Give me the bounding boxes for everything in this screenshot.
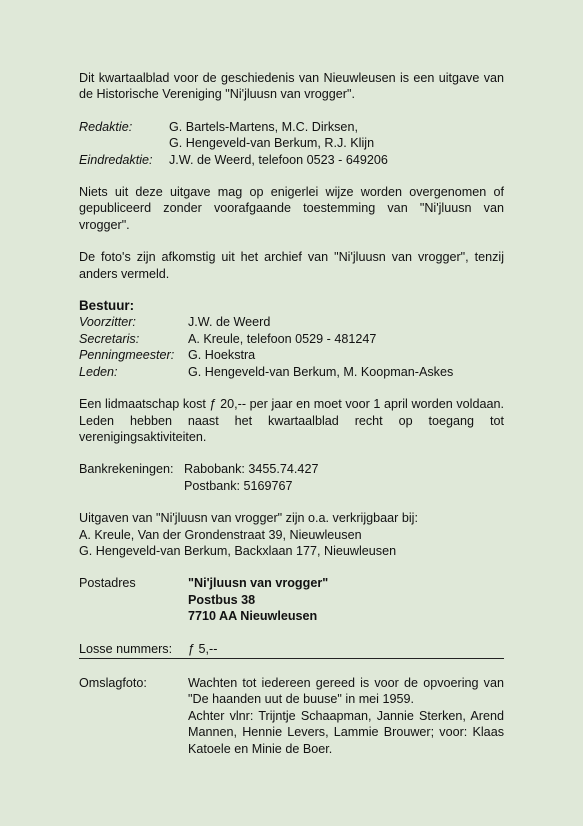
postadres-row [79,575,504,591]
bank-line1: Rabobank: 3455.74.427 [184,462,319,477]
uitgaven-line3: G. Hengeveld-van Berkum, Backxlaan 177, Nieuwleusen [79,543,397,558]
bestuur-row [79,364,504,380]
losse-nummers-label: Losse nummers: [79,641,173,656]
omslagfoto-text: Wachten tot iedereen gereed is voor de opvoering van "De haanden uut de buuse" in mei 1959. [188,675,504,707]
eindredactie-row [79,152,504,168]
uitgaven-line2: A. Kreule, Van der Grondenstraat 39, Nieuwleusen [79,527,362,542]
postadres-line3: 7710 AA Nieuwleusen [188,609,318,624]
eindredactie-value: J.W. de Weerd, telefoon 0523 - 649206 [169,152,388,167]
postadres-line1: "Ni'jluusn van vrogger" [188,576,329,591]
bank-line2: Postbank: 5169767 [184,478,293,493]
redactie-line2: G. Hengeveld-van Berkum, R.J. Klijn [169,136,375,151]
bestuur-label: Voorzitter: [79,315,136,330]
redactie-line1: G. Bartels-Martens, M.C. Dirksen, [169,119,358,134]
bestuur-row [79,347,504,363]
bank-row-2 [79,478,504,494]
uitgaven-line1: Uitgaven van "Ni'jluusn van vrogger" zijn o.a. verkrijgbaar bij: [79,511,418,526]
redactie-row [79,119,504,135]
postadres-label: Postadres [79,576,136,591]
postadres-row-2 [79,592,504,608]
bestuur-label: Secretaris: [79,331,140,346]
bestuur-value: G. Hengeveld-van Berkum, M. Koopman-Askes [188,364,454,379]
postadres-row-3 [79,608,504,624]
eindredactie-label: Eindredaktie: [79,152,153,167]
bestuur-value: J.W. de Weerd [188,315,271,330]
lidmaatschap-text: Een lidmaatschap kost ƒ 20,-- per jaar en moet voor 1 april worden voldaan. Leden hebben naast het kwartaalblad recht op toegang tot verenigingsaktiviteiten. [79,397,504,444]
bestuur-value: A. Kreule, telefoon 0529 - 481247 [188,331,377,346]
redactie-row-2 [79,135,504,151]
losse-nummers-value: ƒ 5,-- [188,641,218,656]
losse-nummers-row [79,641,504,659]
omslagfoto-credits: Achter vlnr: Trijntje Schaapman, Jannie Sterken, Arend Mannen, Hennie Levers, Lammie Brouwer; voor: Klaas Katoele en Minie de Boer. [188,708,504,756]
bestuur-value: G. Hoekstra [188,348,256,363]
redactie-label: Redaktie: [79,119,133,134]
colophon-page [79,70,504,757]
omslagfoto-label: Omslagfoto: [79,675,147,690]
omslagfoto-row [79,675,504,757]
bank-label: Bankrekeningen: [79,462,174,477]
bank-row [79,461,504,477]
intro-text: Dit kwartaalblad voor de geschiedenis van Nieuwleusen is een uitgave van de Historische Vereniging "Ni'jluusn van vrogger". [79,71,504,102]
bestuur-title: Bestuur: [79,298,135,314]
bestuur-row [79,314,504,330]
bestuur-label: Leden: [79,364,118,379]
copyright-text: Niets uit deze uitgave mag op enigerlei wijze worden overgenomen of gepubliceerd zonder voorafgaande toestemming van "Ni'jluusn van vrogger". [79,185,504,232]
bestuur-label: Penningmeester: [79,348,175,363]
postadres-line2: Postbus 38 [188,592,256,607]
bestuur-row [79,331,504,347]
photos-text: De foto's zijn afkomstig uit het archief van "Ni'jluusn van vrogger", tenzij anders vermeld. [79,250,504,281]
